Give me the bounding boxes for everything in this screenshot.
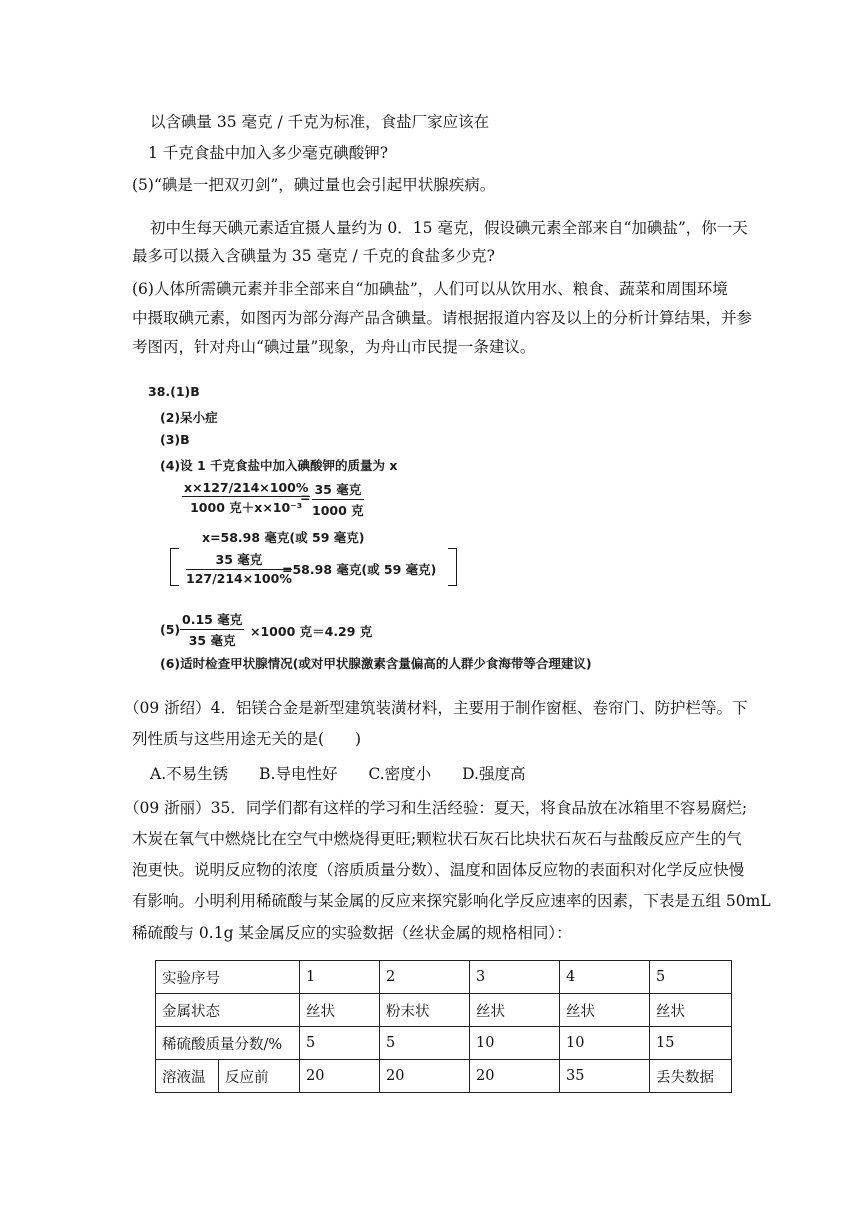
- table-cell: 实验序号: [156, 961, 300, 994]
- question-stem: 有影响。小明利用稀硫酸与某金属的反应来探究影响化学反应速率的因素，下表是五组 50mL: [132, 892, 771, 910]
- table-cell: 2: [380, 961, 470, 994]
- table-cell: 金属状态: [156, 994, 300, 1027]
- fraction-denominator: 35 毫克: [188, 633, 236, 648]
- table-cell: 粉末状: [380, 994, 470, 1027]
- table-cell: 丝状: [470, 994, 560, 1027]
- answer-line: (2)呆小症: [160, 410, 218, 425]
- question-stem: 木炭在氧气中燃烧比在空气中燃烧得更旺;颗粒状石灰石比块状石灰石与盐酸反应产生的气: [132, 830, 742, 848]
- table-cell: 丝状: [650, 994, 732, 1027]
- answer-line: =58.98 毫克(或 59 毫克): [282, 562, 437, 577]
- table-cell: 10: [470, 1027, 560, 1060]
- equals-sign: =: [300, 490, 311, 505]
- table-cell: 5: [380, 1027, 470, 1060]
- paragraph: 1 千克食盐中加入多少毫克碘酸钾?: [148, 144, 389, 162]
- paragraph: 最多可以摄入含碘量为 35 毫克 / 千克的食盐多少克?: [132, 247, 495, 265]
- table-row: [156, 1027, 732, 1060]
- fraction-bracketed: [186, 550, 292, 586]
- paragraph: (6)人体所需碘元素并非全部来自“加碘盐”，人们可以从饮用水、粮食、蔬菜和周围环境: [132, 280, 728, 298]
- table-cell: 反应前: [219, 1060, 300, 1093]
- fraction-numerator: x×127/214×100%: [184, 480, 309, 495]
- table-cell: 20: [380, 1060, 470, 1093]
- table-cell: 稀硫酸质量分数/%: [156, 1027, 300, 1060]
- fraction-denominator: 1000 克＋x×10⁻³: [190, 500, 303, 515]
- answer-line: ×1000 克＝4.29 克: [250, 624, 373, 639]
- answer-line: x=58.98 毫克(或 59 毫克): [202, 530, 365, 545]
- answer-line: 38.(1)B: [148, 384, 200, 399]
- table-row: [156, 1060, 732, 1093]
- paragraph: 初中生每天碘元素适宜摄人量约为 0．15 毫克，假设碘元素全部来自“加碘盐”，你一天: [150, 219, 748, 237]
- question-stem: 稀硫酸与 0.1g 某金属反应的实验数据（丝状金属的规格相同）：: [132, 924, 572, 942]
- question-stem: （09 浙丽）35．同学们都有这样的学习和生活经验：夏天，将食品放在冰箱里不容易腐烂;: [124, 799, 748, 817]
- fraction-five: [180, 610, 244, 649]
- fraction-right: [312, 480, 364, 519]
- table-row: [156, 961, 732, 994]
- answer-line: (4)设 1 千克食盐中加入碘酸钾的质量为 x: [160, 458, 398, 473]
- fraction-left: [182, 480, 310, 516]
- fraction-numerator: 0.15 毫克: [180, 610, 244, 630]
- table-cell: 20: [300, 1060, 380, 1093]
- answer-block: [148, 382, 680, 672]
- left-bracket: [170, 548, 179, 586]
- table-cell: 20: [470, 1060, 560, 1093]
- table-cell: 15: [650, 1027, 732, 1060]
- answer-line: (5): [160, 622, 181, 637]
- table-cell: 1: [300, 961, 380, 994]
- question-stem: 泡更快。说明反应物的浓度（溶质质量分数）、温度和固体反应物的表面积对化学反应快慢: [132, 861, 745, 879]
- table-cell: 3: [470, 961, 560, 994]
- paragraph: 考图丙，针对舟山“碘过量”现象，为舟山市民提一条建议。: [132, 338, 536, 356]
- paragraph: (5)“碘是一把双刃剑”，碘过量也会引起甲状腺疾病。: [132, 176, 496, 194]
- paragraph: 中摄取碘元素，如图丙为部分海产品含碘量。请根据报道内容及以上的分析计算结果，并参: [132, 309, 753, 327]
- paragraph: 以含碘量 35 毫克 / 千克为标准，食盐厂家应该在: [150, 113, 490, 131]
- table-cell: 4: [560, 961, 650, 994]
- table-cell: 5: [650, 961, 732, 994]
- question-options: A.不易生锈 B.导电性好 C.密度小 D.强度高: [150, 765, 526, 783]
- fraction-denominator: 1000 克: [312, 503, 364, 518]
- experiment-table: [155, 960, 732, 1093]
- table-cell: 35: [560, 1060, 650, 1093]
- question-stem: 列性质与这些用途无关的是( ): [132, 730, 362, 748]
- right-bracket: [448, 548, 457, 586]
- answer-line: (3)B: [160, 432, 190, 447]
- question-stem: （09 浙绍）4．铝镁合金是新型建筑装潢材料，主要用于制作窗框、卷帘门、防护栏等。下: [124, 699, 748, 717]
- table-cell: 10: [560, 1027, 650, 1060]
- table-cell: 丝状: [560, 994, 650, 1027]
- table-cell: 溶液温: [156, 1060, 219, 1093]
- table-cell: 丝状: [300, 994, 380, 1027]
- fraction-denominator: 127/214×100%: [186, 571, 292, 586]
- table-row: [156, 994, 732, 1027]
- table-cell: 5: [300, 1027, 380, 1060]
- fraction-numerator: 35 毫克: [186, 550, 292, 570]
- answer-line: (6)适时检查甲状腺情况(或对甲状腺激素含量偏高的人群少食海带等合理建议): [160, 656, 592, 671]
- table-cell: 丢失数据: [650, 1060, 732, 1093]
- fraction-numerator: 35 毫克: [312, 480, 364, 500]
